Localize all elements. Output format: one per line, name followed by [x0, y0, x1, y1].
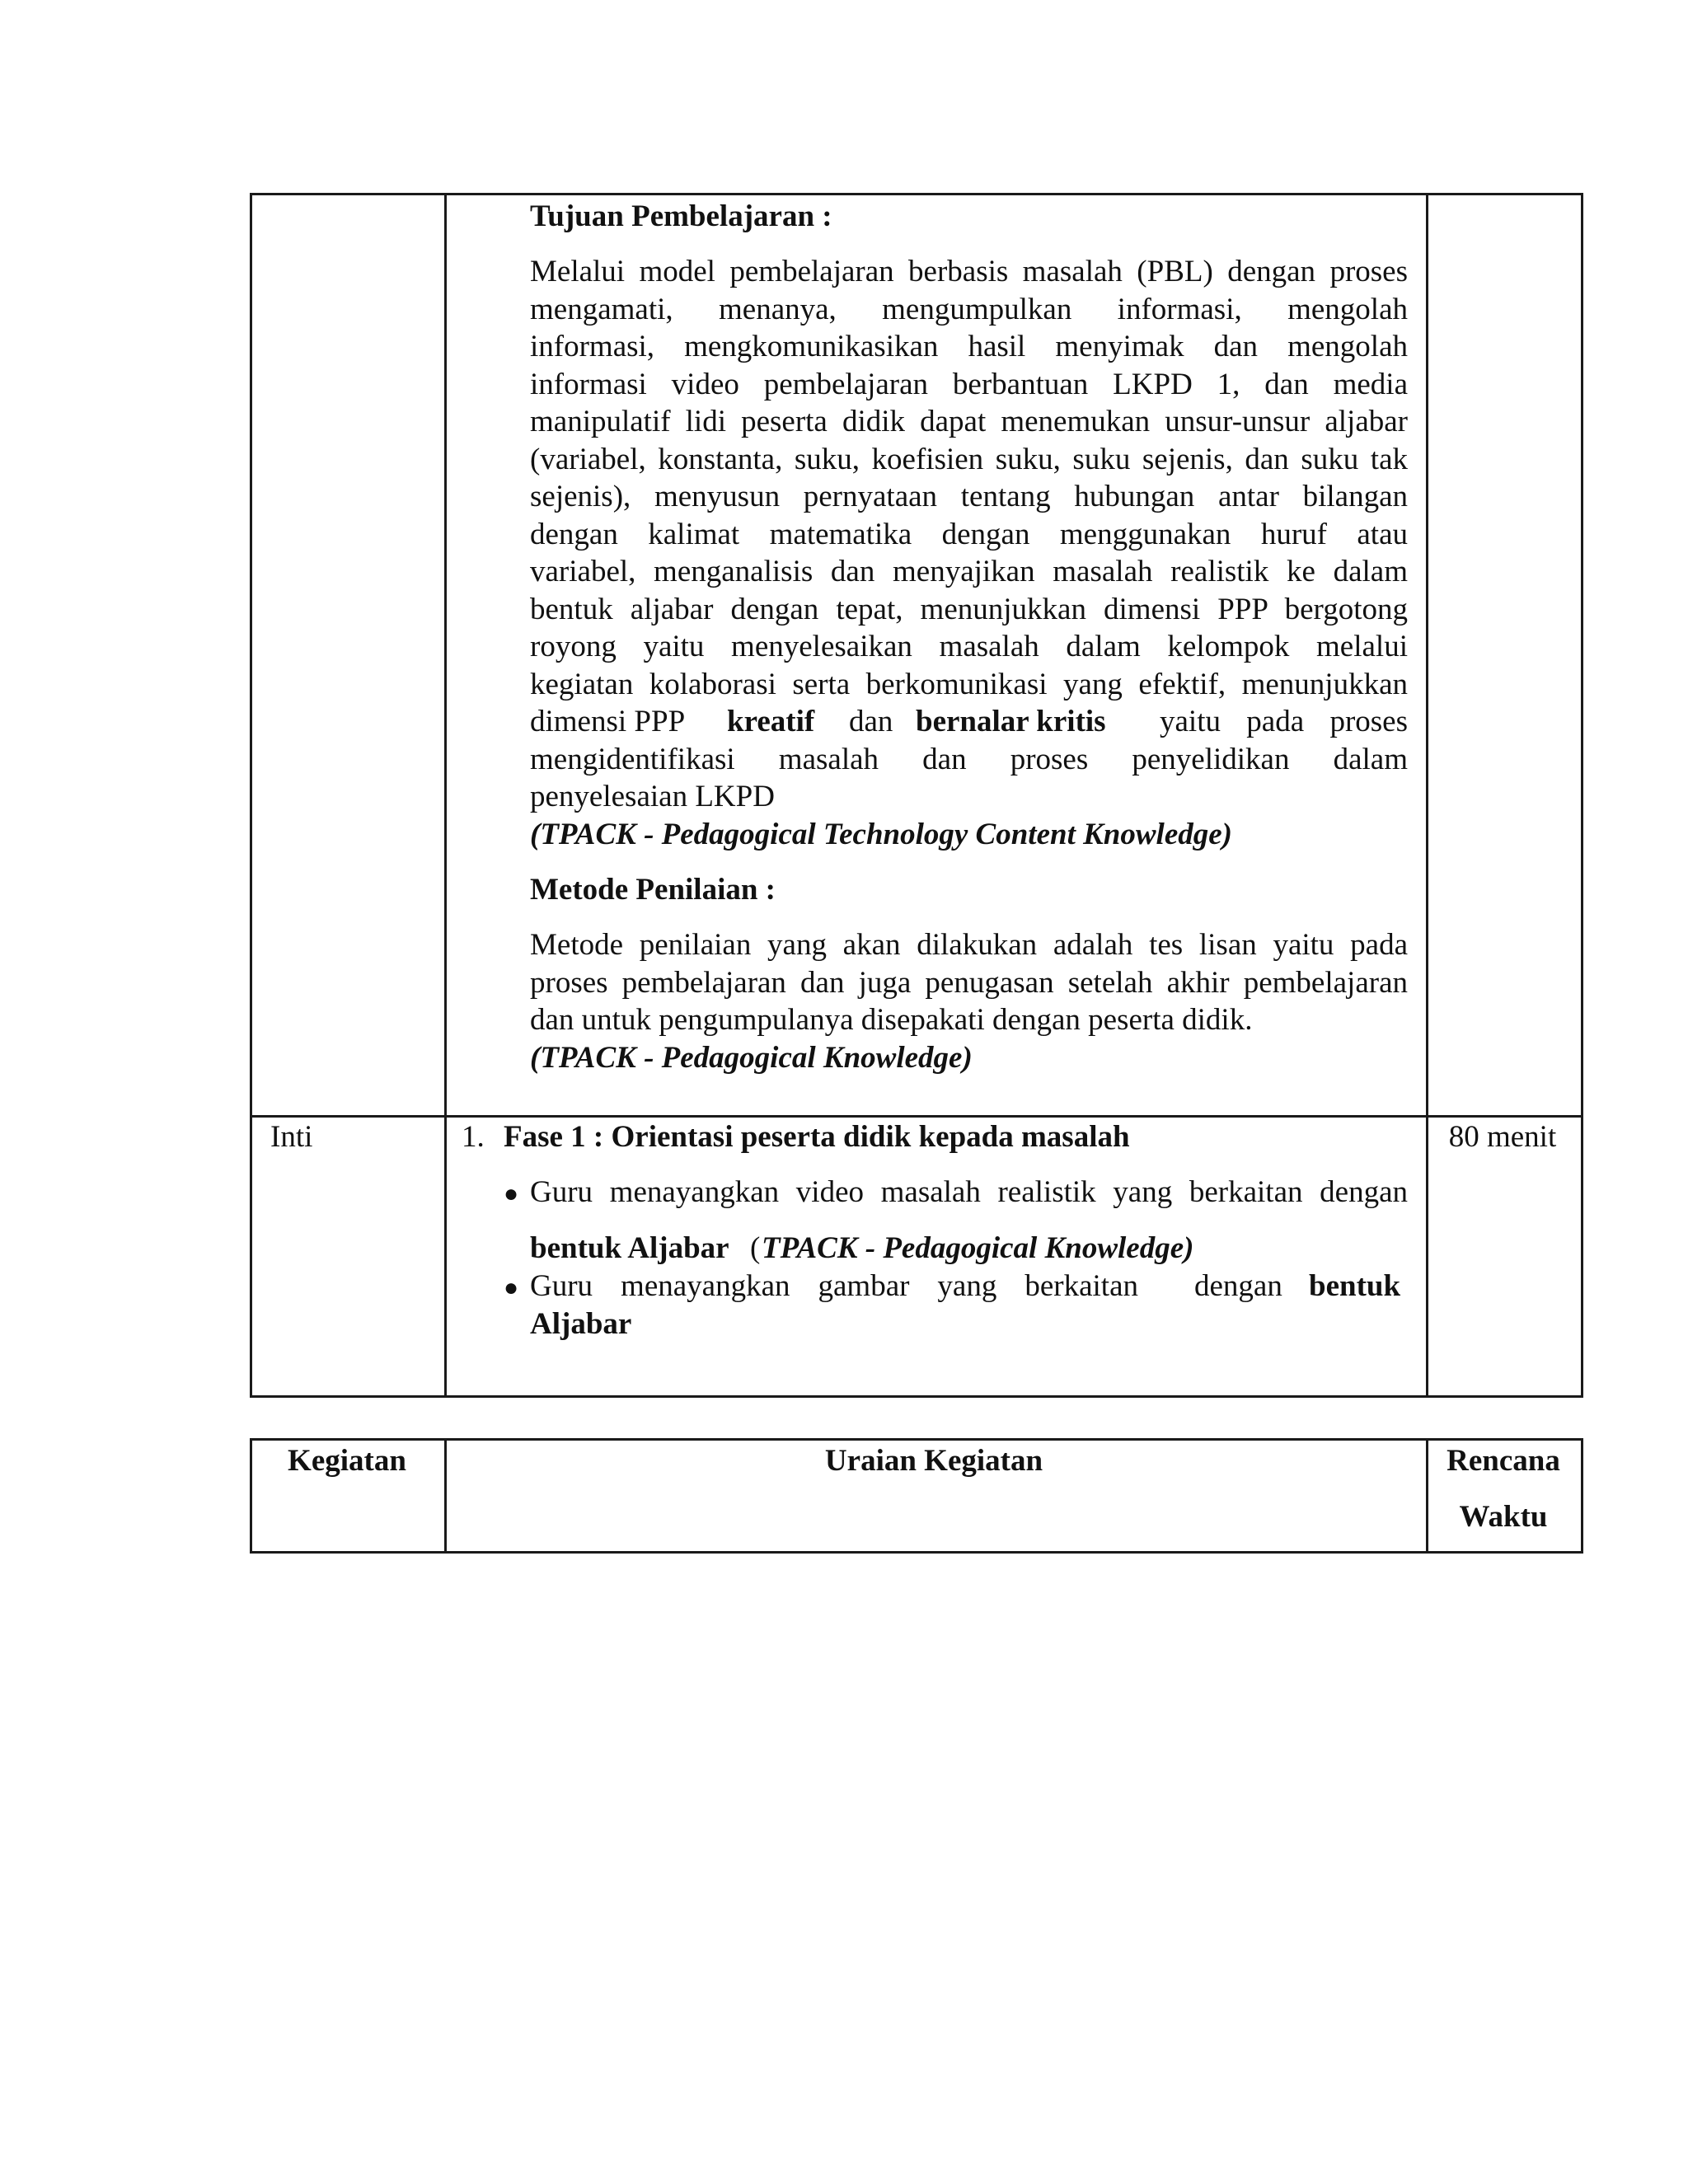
tujuan-line: dimensi PPP — [530, 705, 686, 738]
fase-title: Fase 1 : Orientasi peserta didik kepada masalah — [504, 1120, 1130, 1154]
bullet-bold-text: bentuk Aljabar — [530, 1231, 729, 1265]
column-header-uraian: Uraian Kegiatan — [824, 1444, 1043, 1478]
bullet-word: dengan — [1194, 1269, 1282, 1303]
bold-kreatif: kreatif — [727, 705, 815, 738]
bullet-line: Guru menayangkan video masalah realistik yang berkaitan dengan — [530, 1175, 1408, 1209]
rencana-waktu-value: 80 menit — [1448, 1120, 1557, 1154]
tujuan-line: Melalui model pembelajaran berbasis masalah (PBL) dengan proses — [530, 255, 1408, 288]
metode-line: Metode penilaian yang akan dilakukan adalah tes lisan yaitu pada — [530, 928, 1408, 962]
column-header-kegiatan: Kegiatan — [288, 1444, 406, 1478]
metode-line: proses pembelajaran dan juga penugasan setelah akhir pembelajaran — [530, 965, 1408, 1000]
tujuan-line: mengamati, menanya, mengumpulkan informasi, mengolah — [530, 292, 1408, 326]
tujuan-line: mengidentifikasi masalah dan proses penyelidikan dalam — [530, 742, 1408, 776]
metode-heading: Metode Penilaian : — [530, 873, 776, 907]
tujuan-line: bentuk aljabar dengan tepat, menunjukkan dimensi PPP bergotong — [530, 592, 1408, 626]
tujuan-word: dan — [849, 705, 893, 738]
column-header-rencana: Rencana — [1447, 1444, 1560, 1478]
tujuan-line: manipulatif lidi peserta didik dapat menemukan unsur-unsur aljabar — [530, 405, 1408, 438]
metode-line: dan untuk pengumpulanya disepakati dengan peserta didik. — [530, 1003, 1253, 1037]
tujuan-line: informasi video pembelajaran berbantuan LKPD 1, dan media — [530, 367, 1408, 401]
bold-bernalar-kritis: bernalar kritis — [916, 705, 1106, 738]
bullet-icon: ● — [504, 1274, 519, 1301]
fase-number: 1. — [462, 1120, 485, 1154]
bullet-icon: ● — [504, 1180, 519, 1207]
bullet-bold-text: Aljabar — [530, 1307, 632, 1341]
tujuan-line: kegiatan kolaborasi serta berkomunikasi yang efektif, menunjukkan — [530, 667, 1408, 701]
bullet-bold-text: bentuk — [1309, 1269, 1401, 1303]
tujuan-line: (variabel, konstanta, suku, koefisien suku, suku sejenis, dan suku tak — [530, 442, 1408, 476]
tpack-note: TPACK - Pedagogical Knowledge) — [762, 1231, 1194, 1265]
bullet-line: Guru menayangkan gambar yang berkaitan — [530, 1269, 1138, 1303]
column-header-waktu: Waktu — [1459, 1500, 1548, 1534]
tujuan-line: dengan kalimat matematika dengan menggunakan huruf atau — [530, 517, 1408, 551]
tujuan-heading: Tujuan Pembelajaran : — [530, 199, 832, 233]
row-divider — [252, 1115, 1581, 1118]
tujuan-word: yaitu pada proses — [1160, 705, 1408, 738]
bullet-paren: ( — [750, 1231, 761, 1265]
tujuan-line: sejenis), menyusun pernyataan tentang hubungan antar bilangan — [530, 480, 1408, 513]
column-divider — [1426, 195, 1428, 1395]
tujuan-line: informasi, mengkomunikasikan hasil menyimak dan mengolah — [530, 330, 1408, 363]
kegiatan-inti-label: Inti — [270, 1120, 313, 1154]
tpack-note: (TPACK - Pedagogical Knowledge) — [530, 1040, 973, 1075]
tujuan-line: variabel, menganalisis dan menyajikan masalah realistik ke dalam — [530, 555, 1408, 588]
column-divider — [444, 195, 447, 1395]
tujuan-line: penyelesaian LKPD — [530, 780, 775, 813]
tpack-note: (TPACK - Pedagogical Technology Content Knowledge) — [530, 817, 1232, 851]
tujuan-line: royong yaitu menyelesaikan masalah dalam kelompok melalui — [530, 630, 1408, 663]
